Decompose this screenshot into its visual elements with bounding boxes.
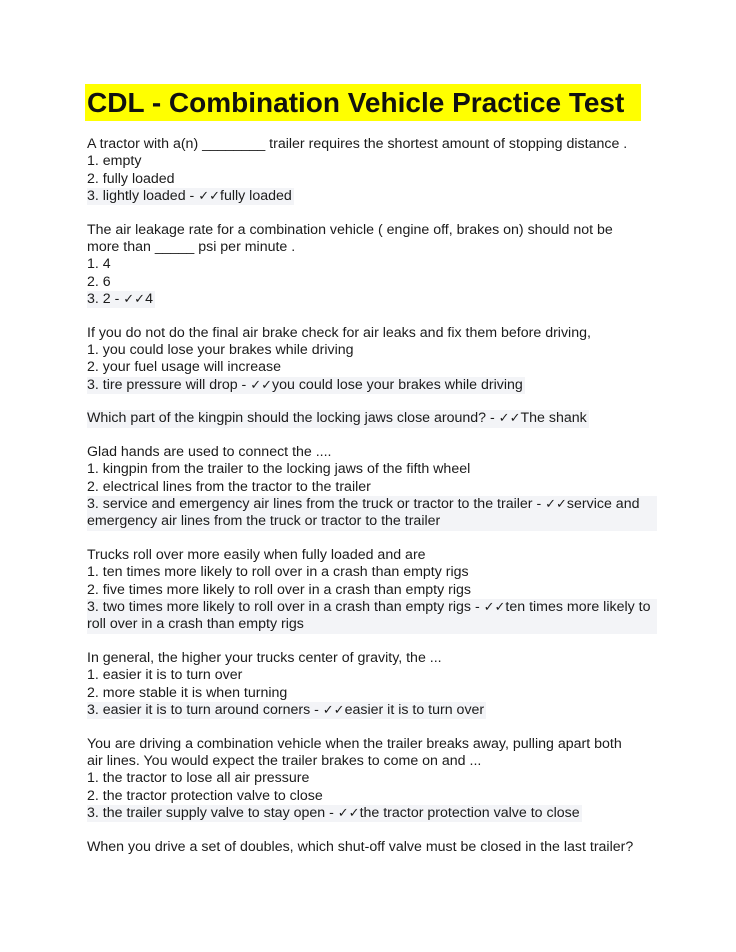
question-text: You are driving a combination vehicle when the trailer breaks away, pulling apart both (87, 735, 622, 752)
option-text: 1. ten times more likely to roll over in a crash than empty rigs (87, 564, 469, 581)
check-icon: ✓✓ (545, 497, 567, 513)
option-text: 2. your fuel usage will increase (87, 359, 281, 376)
option-text: 1. empty (87, 153, 142, 170)
answer-text: ten times more likely to roll over in a crash than empty rigs (87, 599, 651, 633)
answer-separator: - (237, 376, 251, 393)
question-text: air lines. You would expect the trailer brakes to come on and ... (87, 753, 482, 770)
option-text: 3. 2 (87, 290, 111, 307)
question-item (87, 325, 657, 394)
answer-text: service and emergency air lines from the truck or tractor to the trailer (87, 496, 640, 530)
answer-text: the tractor protection valve to close (359, 805, 580, 821)
check-icon: ✓✓ (483, 600, 506, 616)
check-icon: ✓✓ (337, 806, 360, 821)
option-answer-line (87, 291, 657, 308)
question-text: Glad hands are used to connect the .... (87, 444, 332, 461)
answer-highlight (87, 291, 155, 308)
option-text: 3. tire pressure will drop (87, 376, 238, 393)
answer-highlight (87, 188, 294, 205)
answer-separator: - (325, 805, 338, 821)
answer-text: The shank (520, 410, 587, 427)
option-text: 3. easier it is to turn around corners (87, 702, 311, 719)
answer-text: 4 (145, 290, 153, 307)
question-text: more than _____ psi per minute . (87, 238, 296, 255)
answer-highlight (87, 496, 657, 531)
question-item (87, 136, 657, 205)
option-answer-line (87, 702, 657, 719)
option-answer-line (87, 377, 657, 394)
option-text: 1. kingpin from the trailer to the locking jaws of the fifth wheel (87, 461, 471, 478)
question-text: If you do not do the final air brake check for air leaks and fix them before driving, (87, 324, 591, 341)
option-text: 3. the trailer supply valve to stay open (87, 805, 326, 821)
question-text: In general, the higher your trucks center of gravity, the ... (87, 650, 442, 667)
answer-highlight (87, 599, 657, 634)
option-text: 3. two times more likely to roll over in a crash than empty rigs (87, 599, 471, 616)
question-text: Trucks roll over more easily when fully loaded and are (87, 547, 426, 564)
option-answer-block (87, 599, 657, 634)
question-item (87, 736, 657, 822)
option-text: 1. you could lose your brakes while driving (87, 341, 354, 358)
answer-separator: - (310, 702, 323, 719)
option-text: 2. five times more likely to roll over in a crash than empty rigs (87, 581, 471, 598)
option-text: 2. electrical lines from the tractor to the trailer (87, 478, 371, 495)
answer-separator: - (532, 496, 546, 513)
question-item (87, 410, 657, 427)
answer-highlight (87, 702, 486, 719)
question-item (87, 444, 657, 530)
answer-separator: - (110, 290, 124, 307)
option-text: 1. 4 (87, 256, 111, 273)
option-text: 2. the tractor protection valve to close (87, 787, 323, 804)
answer-text: you could lose your brakes while driving (272, 376, 523, 393)
question-list (87, 136, 657, 873)
answer-separator: - (471, 599, 484, 616)
question-item (87, 839, 657, 856)
question-item (87, 547, 657, 633)
check-icon: ✓✓ (250, 377, 273, 393)
option-text: 3. lightly loaded (87, 187, 186, 204)
question-item (87, 650, 657, 719)
answer-text: fully loaded (220, 187, 292, 204)
question-item (87, 222, 657, 308)
question-answer-line (87, 410, 657, 427)
check-icon: ✓✓ (123, 291, 146, 307)
question-text: When you drive a set of doubles, which shut-off valve must be closed in the last trailer? (87, 838, 634, 855)
option-text: 3. service and emergency air lines from the truck or tractor to the trailer (87, 496, 533, 513)
check-icon: ✓✓ (198, 188, 220, 204)
answer-text: easier it is to turn over (344, 702, 485, 719)
option-answer-line (87, 188, 657, 205)
question-text: The air leakage rate for a combination vehicle ( engine off, brakes on) should not be (87, 221, 613, 238)
option-text: 1. the tractor to lose all air pressure (87, 770, 310, 787)
answer-highlight (87, 410, 589, 427)
answer-separator: - (486, 410, 499, 427)
check-icon: ✓✓ (322, 703, 345, 719)
option-text: 2. 6 (87, 273, 111, 290)
answer-highlight (87, 377, 525, 394)
option-text: 2. more stable it is when turning (87, 684, 288, 701)
check-icon: ✓✓ (498, 411, 521, 427)
option-text: 1. easier it is to turn over (87, 667, 243, 684)
option-text: 2. fully loaded (87, 170, 175, 187)
option-answer-line (87, 805, 657, 822)
question-text: Which part of the kingpin should the locking jaws close around? (87, 410, 487, 427)
option-answer-block (87, 496, 657, 531)
answer-highlight (87, 805, 582, 822)
question-text: A tractor with a(n) ________ trailer requires the shortest amount of stopping distance . (87, 136, 628, 152)
answer-separator: - (185, 187, 199, 204)
document-title: CDL - Combination Vehicle Practice Test (85, 84, 641, 121)
